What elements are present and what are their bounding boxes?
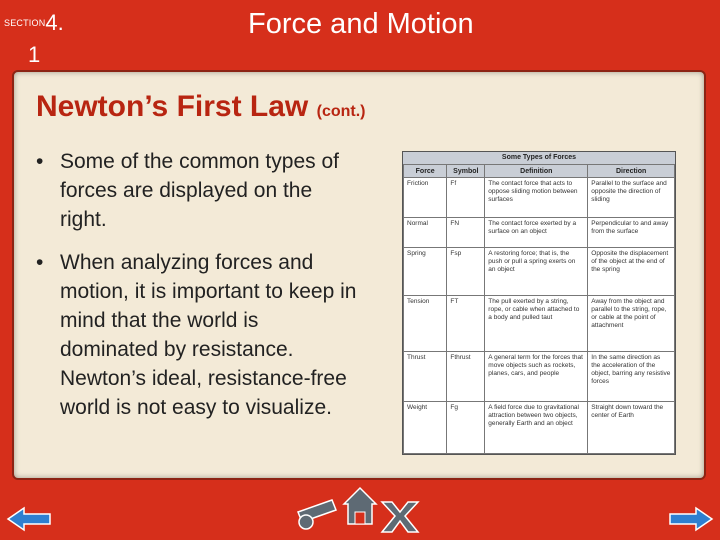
section-major: 4. <box>45 10 64 35</box>
table-cell: Spring <box>404 248 447 296</box>
table-cell: Tension <box>404 296 447 352</box>
section-word: SECTION <box>4 18 46 28</box>
section-label <box>4 10 64 36</box>
left-arrow-icon[interactable] <box>6 506 52 532</box>
table-cell: FN <box>447 218 485 248</box>
table-cell: Fg <box>447 402 485 454</box>
heading-text: Newton’s First Law <box>36 90 309 123</box>
table-row <box>404 402 675 454</box>
bullet-text: When analyzing forces and motion, it is important to keep in mind that the world is dominated by resistance. Newton’s ideal, resistance-free world is not easy to visualize. <box>60 251 357 419</box>
page-title: Force and Motion <box>248 8 474 40</box>
table-row <box>404 248 675 296</box>
bullet-dot: • <box>36 150 44 173</box>
table-cell: Fthrust <box>447 352 485 402</box>
right-arrow-icon[interactable] <box>668 506 714 532</box>
table-cell: Ff <box>447 178 485 218</box>
table-cell: FT <box>447 296 485 352</box>
table-cell: Fsp <box>447 248 485 296</box>
table-cell: The pull exerted by a string, rope, or cable when attached to a body and pulled taut <box>485 296 588 352</box>
table-cell: In the same direction as the acceleration of the object, barring any resistive forces <box>588 352 675 402</box>
table-title: Some Types of Forces <box>403 152 675 164</box>
bullet-dot: • <box>36 251 44 274</box>
bullet-item <box>36 248 361 422</box>
bullet-item <box>36 147 361 234</box>
column-header: Force <box>404 165 447 178</box>
table-cell: Straight down toward the center of Earth <box>588 402 675 454</box>
table-cell: The contact force exerted by a surface on an object <box>485 218 588 248</box>
table-row <box>404 296 675 352</box>
forces-table-grid <box>403 164 675 454</box>
center-navigation <box>296 482 420 536</box>
heading-suffix: (cont.) <box>316 103 366 120</box>
slide-heading <box>36 90 365 124</box>
table-cell: The contact force that acts to oppose sliding motion between surfaces <box>485 178 588 218</box>
table-cell: A restoring force; that is, the push or pull a spring exerts on an object <box>485 248 588 296</box>
table-cell: Parallel to the surface and opposite the direction of sliding <box>588 178 675 218</box>
column-header: Symbol <box>447 165 485 178</box>
table-cell: Perpendicular to and away from the surface <box>588 218 675 248</box>
table-cell: A general term for the forces that move objects such as rockets, planes, cars, and people <box>485 352 588 402</box>
column-header: Direction <box>588 165 675 178</box>
table-row <box>404 352 675 402</box>
table-cell: Opposite the displacement of the object at the end of the spring <box>588 248 675 296</box>
section-minor: 1 <box>28 42 41 67</box>
table-row <box>404 218 675 248</box>
table-cell: Away from the object and parallel to the string, rope, or cable at the point of attachment <box>588 296 675 352</box>
home-icon[interactable] <box>344 488 376 524</box>
close-x-icon[interactable] <box>382 502 418 532</box>
table-cell: Thrust <box>404 352 447 402</box>
table-cell: Normal <box>404 218 447 248</box>
table-cell: A field force due to gravitational attraction between two objects, generally Earth and an object <box>485 402 588 454</box>
column-header: Definition <box>485 165 588 178</box>
slash-icon[interactable] <box>298 500 336 529</box>
bullet-text: Some of the common types of forces are displayed on the right. <box>60 150 339 231</box>
table-row <box>404 178 675 218</box>
table-cell: Weight <box>404 402 447 454</box>
forces-table <box>402 151 676 455</box>
table-cell: Friction <box>404 178 447 218</box>
